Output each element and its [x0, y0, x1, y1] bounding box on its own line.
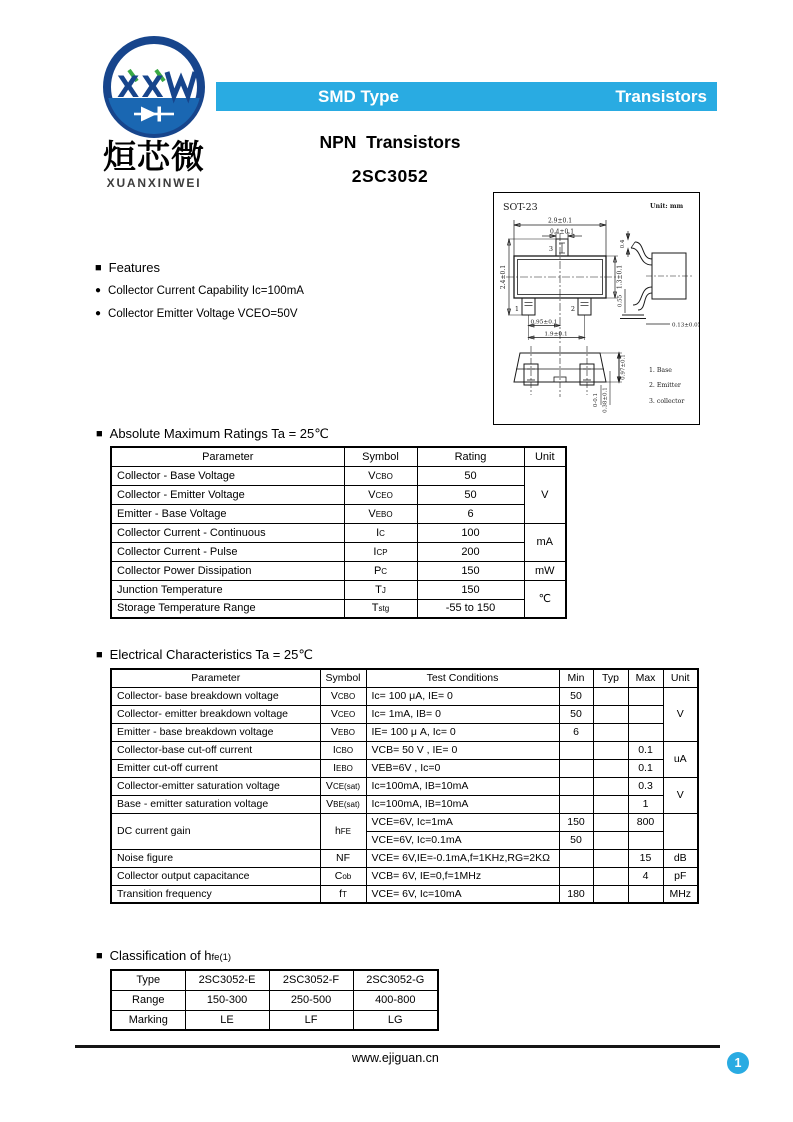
pin-label: 2 — [570, 305, 575, 313]
symbol-cell: NF — [320, 849, 366, 867]
cond-cell: VCE= 6V,IE=-0.1mA,f=1KHz,RG=2KΩ — [366, 849, 559, 867]
dim-label: 0.4 — [620, 239, 626, 249]
unit-cell: uA — [663, 741, 698, 777]
dim-label: 0.95±0.1 — [530, 319, 558, 326]
banner-right-label: Transistors — [615, 86, 707, 106]
legend-item: 3. collector — [649, 398, 685, 405]
typ-cell — [593, 777, 628, 795]
typ-cell — [593, 759, 628, 777]
dim-label: 0-0.1 — [593, 392, 599, 408]
type-cell: 2SC3052-F — [269, 970, 353, 990]
symbol-cell: VCE(sat) — [320, 777, 366, 795]
package-drawing — [493, 192, 700, 425]
symbol-cell: IC — [344, 523, 417, 542]
symbol-cell: TJ — [344, 580, 417, 599]
dim-label: 0.38±0.1 — [602, 387, 609, 413]
min-cell: 180 — [559, 885, 593, 903]
amr-row — [111, 485, 566, 504]
param-cell: Collector output capacitance — [111, 867, 320, 885]
bullet-icon: ● — [95, 285, 102, 296]
col-min: Min — [559, 669, 593, 687]
cond-cell: VCE=6V, Ic=1mA — [366, 813, 559, 831]
top-view — [500, 218, 624, 344]
typ-cell — [593, 723, 628, 741]
min-cell: 6 — [559, 723, 593, 741]
legend-item: 1. Base — [649, 367, 672, 374]
cls-heading: ■ Classification of hfe(1) — [96, 948, 232, 963]
max-cell — [628, 687, 663, 705]
ec-row — [111, 705, 698, 723]
unit-cell: V — [663, 777, 698, 813]
type-cell: 2SC3052-E — [185, 970, 269, 990]
bullet-icon: ● — [95, 308, 102, 319]
param-cell: Collector-base cut-off current — [111, 741, 320, 759]
min-cell: 50 — [559, 705, 593, 723]
typ-cell — [593, 849, 628, 867]
cond-cell: Ic= 100 μA, IE= 0 — [366, 687, 559, 705]
max-cell: 0.1 — [628, 741, 663, 759]
unit-cell: mA — [524, 523, 566, 561]
features-section — [95, 260, 304, 320]
symbol-cell: VCEO — [320, 705, 366, 723]
typ-cell — [593, 885, 628, 903]
typ-cell — [593, 687, 628, 705]
feature-item: ● Collector Current Capability Ic=100mA — [95, 285, 304, 297]
col-parameter: Parameter — [111, 447, 344, 466]
cond-cell: Ic=100mA, IB=10mA — [366, 777, 559, 795]
param-cell: Collector Current - Continuous — [111, 523, 344, 542]
range-cell: 400-800 — [353, 990, 438, 1010]
max-cell: 0.3 — [628, 777, 663, 795]
cond-cell: VCB= 6V, IE=0,f=1MHz — [366, 867, 559, 885]
unit-cell: dB — [663, 849, 698, 867]
title-block — [0, 132, 780, 187]
amr-row — [111, 504, 566, 523]
col-unit: Unit — [524, 447, 566, 466]
cond-cell: VEB=6V , Ic=0 — [366, 759, 559, 777]
min-cell — [559, 849, 593, 867]
range-cell: 250-500 — [269, 990, 353, 1010]
cond-cell: VCE=6V, Ic=0.1mA — [366, 831, 559, 849]
symbol-cell: ICP — [344, 542, 417, 561]
ec-table — [110, 668, 699, 904]
amr-row — [111, 561, 566, 580]
pin-label: 1 — [514, 305, 519, 313]
symbol-cell: IEBO — [320, 759, 366, 777]
param-cell: Storage Temperature Range — [111, 599, 344, 618]
rating-cell: 50 — [417, 485, 524, 504]
part-number: 2SC3052 — [351, 166, 429, 186]
unit-cell: pF — [663, 867, 698, 885]
logo-monogram: XX — [117, 70, 166, 104]
type-cell: 2SC3052-G — [353, 970, 438, 990]
doc-title: NPN Transistors — [319, 132, 461, 152]
col-unit: Unit — [663, 669, 698, 687]
brand-name-cn: 烜芯微 — [103, 138, 205, 175]
max-cell: 800 — [628, 813, 663, 831]
param-cell: DC current gain — [111, 813, 320, 849]
typ-cell — [593, 705, 628, 723]
param-cell: Collector- base breakdown voltage — [111, 687, 320, 705]
row-label: Range — [111, 990, 185, 1010]
max-cell — [628, 885, 663, 903]
max-cell: 15 — [628, 849, 663, 867]
min-cell: 50 — [559, 687, 593, 705]
dim-label: 2.9±0.1 — [547, 217, 573, 225]
param-cell: Emitter cut-off current — [111, 759, 320, 777]
cond-cell: Ic= 1mA, IB= 0 — [366, 705, 559, 723]
param-cell: Collector - Emitter Voltage — [111, 485, 344, 504]
legend-item: 2. Emitter — [649, 382, 681, 389]
min-cell — [559, 759, 593, 777]
unit-cell: ℃ — [524, 580, 566, 618]
max-cell: 1 — [628, 795, 663, 813]
features-heading: ■ Features — [95, 260, 160, 275]
logo-mark-icon — [101, 34, 207, 140]
typ-cell — [593, 741, 628, 759]
page-number-badge: 1 — [727, 1052, 749, 1074]
dim-label: 0.97±0.1 — [620, 354, 627, 380]
col-typ: Typ — [593, 669, 628, 687]
param-cell: Collector Current - Pulse — [111, 542, 344, 561]
typ-cell — [593, 867, 628, 885]
min-cell — [559, 867, 593, 885]
symbol-cell: VCBO — [320, 687, 366, 705]
rating-cell: 6 — [417, 504, 524, 523]
symbol-cell: Tstg — [344, 599, 417, 618]
marking-cell: LF — [269, 1010, 353, 1030]
param-cell: Emitter - base breakdown voltage — [111, 723, 320, 741]
max-cell: 0.1 — [628, 759, 663, 777]
cond-cell: VCB= 50 V , IE= 0 — [366, 741, 559, 759]
cls-row — [111, 970, 438, 990]
col-symbol: Symbol — [320, 669, 366, 687]
rating-cell: 150 — [417, 561, 524, 580]
symbol-cell: ICBO — [320, 741, 366, 759]
max-cell — [628, 705, 663, 723]
ec-row — [111, 795, 698, 813]
marking-cell: LE — [185, 1010, 269, 1030]
rating-cell: -55 to 150 — [417, 599, 524, 618]
dim-label: 0.4±0.1 — [549, 228, 575, 236]
rating-cell: 100 — [417, 523, 524, 542]
param-cell: Noise figure — [111, 849, 320, 867]
typ-cell — [593, 831, 628, 849]
param-cell: Emitter - Base Voltage — [111, 504, 344, 523]
unit-label: Unit: mm — [650, 203, 684, 210]
ec-row — [111, 813, 698, 831]
cond-cell: IE= 100 μ A, Ic= 0 — [366, 723, 559, 741]
amr-header-row — [111, 447, 566, 466]
cond-cell: VCE= 6V, Ic=10mA — [366, 885, 559, 903]
max-cell — [628, 723, 663, 741]
ec-row — [111, 777, 698, 795]
brand-name-en: XUANXINWEI — [106, 175, 202, 190]
header-banner — [216, 82, 717, 111]
ec-row — [111, 867, 698, 885]
col-conditions: Test Conditions — [366, 669, 559, 687]
cls-row — [111, 990, 438, 1010]
unit-cell — [663, 813, 698, 849]
rating-cell: 150 — [417, 580, 524, 599]
symbol-cell: fT — [320, 885, 366, 903]
square-marker-icon: ■ — [96, 428, 103, 440]
symbol-cell: VEBO — [344, 504, 417, 523]
unit-cell: V — [524, 466, 566, 523]
amr-row — [111, 523, 566, 542]
ec-row — [111, 687, 698, 705]
param-cell: Collector-emitter saturation voltage — [111, 777, 320, 795]
max-cell — [628, 831, 663, 849]
front-view — [514, 346, 627, 413]
param-cell: Collector Power Dissipation — [111, 561, 344, 580]
symbol-cell: VEBO — [320, 723, 366, 741]
pin-label: 3 — [548, 245, 553, 253]
col-rating: Rating — [417, 447, 524, 466]
amr-row — [111, 542, 566, 561]
sot23-outline-drawing — [494, 193, 699, 424]
amr-row — [111, 599, 566, 618]
ec-row — [111, 723, 698, 741]
footer-url: www.ejiguan.cn — [352, 1051, 439, 1065]
col-symbol: Symbol — [344, 447, 417, 466]
symbol-cell: VCBO — [344, 466, 417, 485]
min-cell: 50 — [559, 831, 593, 849]
cls-row — [111, 1010, 438, 1030]
square-marker-icon: ■ — [95, 262, 102, 274]
dim-label: 0.13±0.05 — [672, 322, 699, 329]
rating-cell: 200 — [417, 542, 524, 561]
min-cell — [559, 795, 593, 813]
symbol-cell: hFE — [320, 813, 366, 849]
banner-left-label: SMD Type — [318, 86, 399, 106]
classification-table — [110, 969, 439, 1031]
amr-row — [111, 466, 566, 485]
ec-header-row — [111, 669, 698, 687]
typ-cell — [593, 795, 628, 813]
unit-cell: V — [663, 687, 698, 741]
dim-label: 1.9±0.1 — [544, 331, 568, 338]
param-cell: Junction Temperature — [111, 580, 344, 599]
ec-row — [111, 885, 698, 903]
square-marker-icon: ■ — [96, 649, 103, 661]
row-label: Marking — [111, 1010, 185, 1030]
symbol-cell: Cob — [320, 867, 366, 885]
ec-row — [111, 741, 698, 759]
min-cell: 150 — [559, 813, 593, 831]
footer-divider — [75, 1045, 720, 1048]
side-view — [618, 231, 700, 329]
min-cell — [559, 741, 593, 759]
range-cell: 150-300 — [185, 990, 269, 1010]
param-cell: Collector - Base Voltage — [111, 466, 344, 485]
amr-heading: ■ Absolute Maximum Ratings Ta = 25℃ — [96, 426, 329, 441]
cond-cell: Ic=100mA, IB=10mA — [366, 795, 559, 813]
unit-cell: MHz — [663, 885, 698, 903]
col-max: Max — [628, 669, 663, 687]
typ-cell — [593, 813, 628, 831]
row-label: Type — [111, 970, 185, 990]
pin-legend — [649, 367, 684, 405]
ec-heading: ■ Electrical Characteristics Ta = 25℃ — [96, 647, 313, 662]
dim-label: 1.3±0.1 — [616, 264, 624, 290]
ec-row — [111, 759, 698, 777]
symbol-cell: PC — [344, 561, 417, 580]
unit-cell: mW — [524, 561, 566, 580]
dim-label: 0.55 — [617, 294, 624, 308]
symbol-cell: VCEO — [344, 485, 417, 504]
marking-cell: LG — [353, 1010, 438, 1030]
min-cell — [559, 777, 593, 795]
symbol-cell: VBE(sat) — [320, 795, 366, 813]
feature-item: ● Collector Emitter Voltage VCEO=50V — [95, 308, 298, 320]
param-cell: Base - emitter saturation voltage — [111, 795, 320, 813]
rating-cell: 50 — [417, 466, 524, 485]
amr-table — [110, 446, 567, 619]
package-name: SOT-23 — [503, 202, 538, 213]
max-cell: 4 — [628, 867, 663, 885]
param-cell: Collector- emitter breakdown voltage — [111, 705, 320, 723]
amr-row — [111, 580, 566, 599]
ec-row — [111, 849, 698, 867]
dim-label: 2.4±0.1 — [500, 264, 507, 290]
square-marker-icon: ■ — [96, 950, 103, 962]
param-cell: Transition frequency — [111, 885, 320, 903]
col-parameter: Parameter — [111, 669, 320, 687]
